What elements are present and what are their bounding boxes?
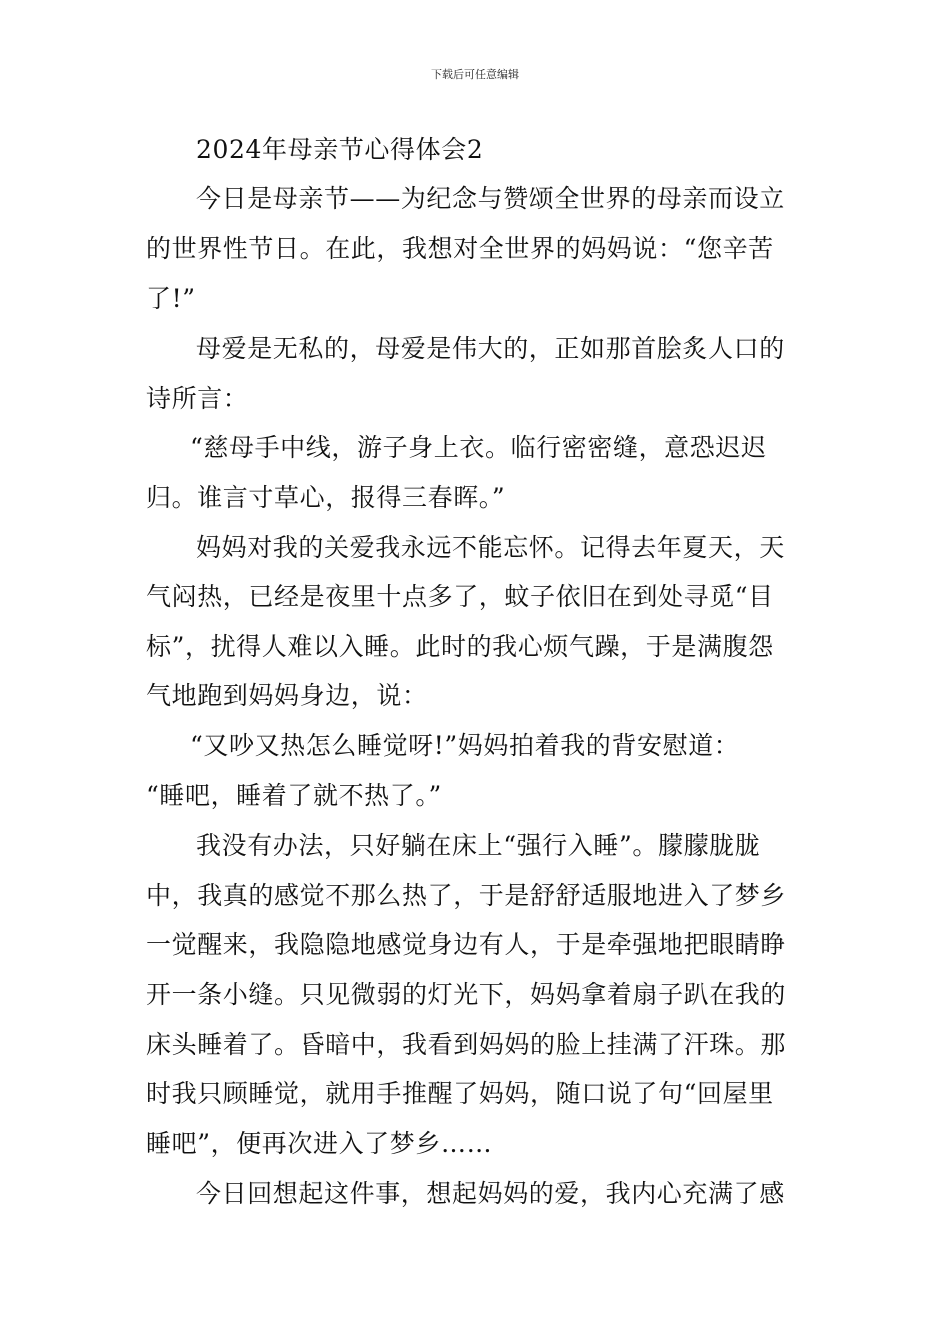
text-line: 开一条小缝。只见微弱的灯光下，妈妈拿着扇子趴在我的 [146,980,787,1009]
text-line: 了!” [146,284,196,313]
text-line: 的世界性节日。在此，我想对全世界的妈妈说：“您辛苦 [146,234,774,263]
text-line: “睡吧，睡着了就不热了。” [146,781,442,810]
document-title: 2024年母亲节心得体会2 [196,135,484,164]
text-line: 气闷热，已经是夜里十点多了，蚊子依旧在到处寻觅“目 [146,582,774,611]
text-line: “又吵又热怎么睡觉呀!”妈妈拍着我的背安慰道： [190,731,740,760]
text-line: 中，我真的感觉不那么热了，于是舒舒适服地进入了梦乡 [146,881,787,910]
text-line: 归。谁言寸草心，报得三春晖。” [146,483,506,512]
text-line: 今日回想起这件事，想起妈妈的爱，我内心充满了感 [196,1179,785,1208]
text-line: 母爱是无私的，母爱是伟大的，正如那首脍炙人口的 [196,334,785,363]
text-line: 床头睡着了。昏暗中，我看到妈妈的脸上挂满了汗珠。那 [146,1030,787,1059]
text-line: “慈母手中线，游子身上衣。临行密密缝，意恐迟迟 [190,433,767,462]
text-line: 时我只顾睡觉，就用手推醒了妈妈，随口说了句“回屋里 [146,1079,774,1108]
text-line: 我没有办法，只好躺在床上“强行入睡”。朦朦胧胧 [196,831,761,860]
text-line: 气地跑到妈妈身边，说： [146,681,428,710]
text-line: 标”，扰得人难以入睡。此时的我心烦气躁，于是满腹怨 [146,632,774,661]
text-line: 妈妈对我的关爱我永远不能忘怀。记得去年夏天，天 [196,533,785,562]
header-note: 下载后可任意编辑 [431,68,519,81]
text-line: 一觉醒来，我隐隐地感觉身边有人，于是牵强地把眼睛睁 [146,930,787,959]
text-line: 诗所言： [146,384,249,413]
text-line: 睡吧”，便再次进入了梦乡…… [146,1129,493,1158]
text-line: 今日是母亲节——为纪念与赞颂全世界的母亲而设立 [196,184,785,213]
